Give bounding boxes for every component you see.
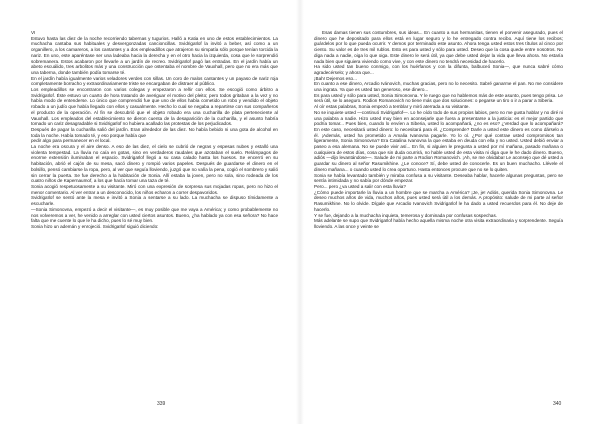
page-number-left: 339 xyxy=(157,401,166,407)
paragraph: Los empleadillos se encontraron con varios colegas y empezaron a reñir con ellos. Se escogió como árbitro a Svidrigaïlof. Éste estuvo un cuarto de hora tratando de averiguar el motivo del pleito; pero todos gritaban a la vez y no había modo de entenderse. Lo único que comprendió fue que uno de ellos había cometido un robo y vendido el objeto robado a un judío que había llegado con ellos y casualmente. Hecho lo cual se negaba a repartirse con sus compañeros el producto de la operación. Al fin se descubrió que el objeto robado era una cucharilla de plata perteneciente al Vauxhall. Los empleados del establecimiento se dieron cuenta de la desaparición de la cucharilla, y el asunto habría tomado un cariz desagradable si Svidrigaïlof no hubiera acallado las protestas de los perjudicados. xyxy=(31,87,278,127)
paragraph: La noche era oscura y el aire denso. A eso de las diez, el cielo se cubrió de negras y espesas nubes y estalló una violenta tempestad. La lluvia no caía en gotas, sino en verdaderos raudales que azotaban el suelo. Relámpagos de enorme extensión iluminaban el espacio. Svidrigaïlof llegó a su casa calado hasta los huesos. Se encerró en su habitación, abrió el cajón de su mesa, sacó dinero y rompió varios papeles. Después de guardarse el dinero en el bolsillo, pensó cambiarse la ropa, pero, al ver que seguía lloviendo, juzgó que no valía la pena, cogió el sombrero y salió sin cerrar la puerta. Se fue derecho a la habitación de Sonia. Allí estaba la joven, pero no sola, sino rodeada de los cuatro niños de Kapernaumof, a los que hacía tomar una taza de té. xyxy=(31,144,278,184)
paragraph: No se inquiete usted —continuó Svidrigaïlof—. Lo he oído todo de sus propios labios, pero no me gusta hablar y no diré ni una palabra a nadie. Hizo usted muy bien en aconsejarle que fuera a presentarse a la justicia: es el mejor partido que podría tomar... Pues bien, cuando lo envíen a Siberia, usted lo acompañará, ¿no es eso? ¿Verdad que lo acompañará? En este caso, necesitará usted dinero: lo necesitará para él. ¿Comprende? Darle a usted este dinero es como dárselo a él. ¡Además, usted ha prometido a Amalia Ivanovna pagarle. Yo lo oí. ¿Por qué contrae usted compromisos tan ligeramente, Sonia Simonovna? Era Catalina Ivanovna la que estaba en deuda con ella y no usted. Usted debió enviar a paseo a esa alemana. No se puede vivir así... En fin, si alguien le pregunta a usted por mí mañana, pasado mañana o cualquiera de estos días, cosa que sin duda ocurrirá, no hable usted de esta visita ni diga que le he dado dinero. Bueno, adiós —dijo levantándose—. Salude de mi parte a Rodion Romanovich. ¡Ah, se me olvidaba! Le aconsejo que dé usted a guardar su dinero al señor Rasumikhine. ¿Le conoce? Sí, debe usted de conocerle. Es un buen muchacho. Llévele el dinero mañana... o cuando usted lo crea oportuno. Hasta entonces procure que no se lo quiten. xyxy=(314,109,563,172)
paragraph: ¡Bah! Dejemos eso... xyxy=(314,75,357,81)
paragraph: En el jardín había igualmente varios veladores verdes con sillas. Un coro de malos cantantes y un payaso de nariz roja completamente borracho y extraordinariamente triste se encargaban de distraer al público. xyxy=(31,75,278,87)
paragraph: Pero... pero ¿va usted a salir con esta lluvia? xyxy=(314,183,406,189)
paragraph: Sonia acogió respetuosamente a su visitante. Miró con una expresión de sorpresa sus mojadas ropas, pero no hizo el menor comentario. Al ver entrar a un desconocido, los niños echaron a correr despavoridos. xyxy=(31,183,278,195)
paragraph: —Sonia Simonovna, empezó a decir el visitante—, es muy posible que me vaya a América; y como probablemente no nos volveremos a ver, he venido a arreglar con usted ciertos asuntos. Bueno, ¿ha hablado ya con esa señora? No hace falta que me cuente lo que le ha dicho, pues lo sé muy bien. xyxy=(31,206,278,224)
right-text-column xyxy=(314,30,563,230)
page-number-right: 340 xyxy=(553,401,562,407)
paragraph: En cuanto a ese dinero, Arcadio Ivánovich, muchas gracias, pero no lo necesito. Sabré ganarme el pan. No me considere una ingrata. Ya que es usted tan generoso, ese dinero... xyxy=(314,81,563,93)
paragraph: Svidrigaïlof se sentó ante la mesa e invitó a Sonia a sentarse a su lado. La muchacha se dispuso tímidamente a escucharle. xyxy=(31,195,278,207)
left-text-column xyxy=(31,30,278,230)
paragraph: Ha sido usted tan bueno conmigo, con los huérfanos y con la difunta, balbuceó Sonia—, que nunca sabré cómo agradecérselo; y ahora que... xyxy=(314,64,563,75)
chapter-heading: VI xyxy=(31,30,36,35)
paragraph: pedir algo para permanecer en el local. xyxy=(31,138,111,144)
paragraph: Estuvo hasta las diez de la noche recorriendo tabernas y tugurios. Halló a Katia en uno de estos establecimientos. La muchacha cantaba sus habituales y desvergonzadas cancioncillas. Svidrigaïlof la invitó a beber, así como a un organillero, a los camareros, a los cantantes y a dos empleadillos que atrajeron su simpatía sólo porque tenían torcida la nariz. En uno, este aparéntase ser una ladeaba hacia la derecha y en el otro hacia la izquierda, cosa que le sorprendió sobremanera. Estos acabaron por llevarle a un jardín de recreo. Svidrigaïlof pagó las entradas. En el jardín había un abeto escuálido, tres arbolitos más y una construcción que ostentaba el nombre de Vauxhall, pero que no era más que una taberna, donde también podía tomarse té. xyxy=(31,35,278,75)
paragraph: Y se fue, dejando a la muchacha inquieta, temerosa y dominada por confusas sospechas. xyxy=(314,212,498,218)
paragraph: Al oír estas palabras, Sonia empezó a temblar y miró aterrada a su visitante. xyxy=(314,104,470,110)
paragraph: Sonia hizo un ademán y enrojeció. Svidrigaïlof siguió diciendo: xyxy=(31,223,159,229)
paragraph: Es para usted y sólo para usted, Sonia Simonovna. Y le ruego que no hablemos más de este asunto, pues tengo prisa. Le será útil, se lo aseguro. Rodion Romanovich no tiene más que dos soluciones: o pegarse un tiro o ir a parar a Siberia. xyxy=(314,92,563,104)
paragraph: Sonia se había levantado también y miraba confusa a su visitante. Deseaba hablar, hacerle algunas preguntas, pero se sentía intimidada y no sabía por dónde empezar. xyxy=(314,172,563,184)
paragraph: Después de pagar la cucharilla salió del jardín. Eran alrededor de las diez. No había bebido ni una gota de alcohol en toda la noche. Había tomado té, y eso porque había que xyxy=(31,126,278,138)
paragraph: Más adelante se supo que Svidrigaïlof había hecho aquella misma noche otra visita extraordinaria y sorprendente. Seguía lloviendo. A las once y veinte se xyxy=(314,218,563,229)
right-page xyxy=(300,0,600,424)
paragraph: ¿Cómo puede importarle la lluvia a un hombre que se marcha a América? ¡Je, je! Adiós, querida Sonia Simonovna. Le deseo muchos años de vida, muchos años, pues usted será útil a los demás. A propósito: salude de mi parte al señor Rasumikhine. No lo olvide. Dígale que Arcadio Ivanovich Svidrigaïlof le ha dado a usted recuerdos para él. No deje de hacerlo. xyxy=(314,189,563,212)
paragraph: Esas damas tienen sus costumbres, sus ideas... En cuanto a sus hermanitas, tienen el porvenir asegurado, pues el dinero que he depositado para ellos está en lugar seguro y lo he entregado contra recibo. Aquí tiene los recibos; guárdelos por lo que pueda ocurrir. Y demos por terminado este asunto. Ahora tenga usted estos tres títulos al cinco por ciento. Su valor es de tres mil rublos. Esto es para usted y sólo para usted. Deseo que la cosa quede entre nosotros. No diga nada a nadie, oiga lo que oiga. Este dinero le será útil, ya que debe usted dejar la vida que lleva ahora. No estaría nada bien que siguiera viviendo como vive, y con este dinero no tendrá necesidad de hacerlo. xyxy=(314,30,563,64)
